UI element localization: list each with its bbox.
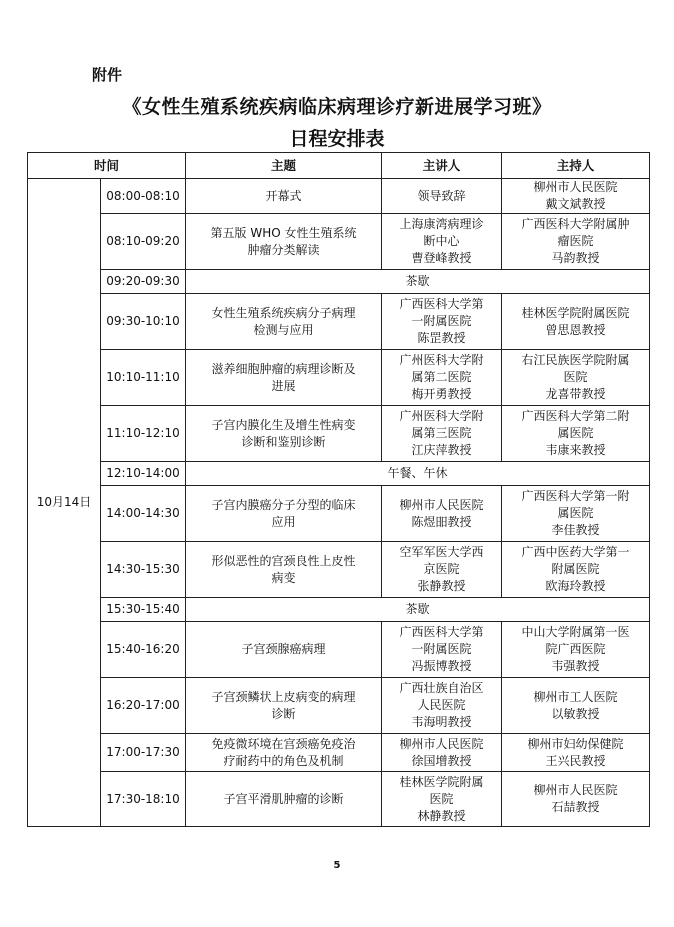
- column-header-topic: 主题: [186, 153, 382, 179]
- speaker-cell-line: 张静教授: [417, 579, 466, 593]
- document-subtitle: 日程安排表: [289, 128, 385, 150]
- column-header-time: 时间: [28, 153, 186, 179]
- topic-cell-line: 疗耐药中的角色及机制: [223, 753, 344, 768]
- speaker-cell: [382, 678, 502, 734]
- table-row: [28, 270, 650, 294]
- topic-cell-line: 免疫微环境在宫颈癌免疫治: [211, 736, 356, 751]
- host-cell: [502, 350, 650, 406]
- speaker-cell-line: 断中心: [423, 234, 460, 248]
- speaker-cell-line: 属第三医院: [411, 426, 472, 440]
- speaker-cell-line: 冯振博教授: [411, 659, 472, 673]
- table-row: [28, 598, 650, 622]
- host-cell-line: 瘤医院: [557, 234, 594, 248]
- host-cell-line: 广西中医药大学第一: [521, 545, 630, 559]
- time-cell: 17:00-17:30: [101, 734, 186, 772]
- topic-cell-line: 诊断和鉴别诊断: [241, 434, 326, 449]
- host-cell-line: 广西医科大学第一附: [521, 489, 630, 503]
- speaker-cell-line: 属第二医院: [411, 370, 472, 384]
- host-cell-line: 李佳教授: [551, 523, 600, 537]
- speaker-cell-line: 梅开勇教授: [411, 387, 472, 401]
- speaker-cell-line: 医院: [429, 791, 454, 806]
- host-cell-line: 中山大学附属第一医: [521, 625, 630, 639]
- speaker-cell: [382, 772, 502, 827]
- table-row: [28, 462, 650, 486]
- speaker-cell: [382, 179, 502, 214]
- host-cell: [502, 214, 650, 270]
- topic-cell-line: 第五版 WHO 女性生殖系统: [210, 225, 357, 240]
- topic-cell-line: 子宫内膜癌分子分型的临床: [211, 497, 356, 512]
- time-cell: 15:30-15:40: [101, 598, 186, 622]
- speaker-cell-line: 江庆萍教授: [411, 443, 472, 457]
- topic-cell: [186, 406, 382, 462]
- speaker-cell-line: 柳州市人民医院: [399, 736, 484, 751]
- speaker-cell-line: 广西医科大学第: [399, 625, 484, 639]
- host-cell: [502, 734, 650, 772]
- host-cell-line: 韦康来教授: [545, 443, 606, 457]
- topic-cell-line: 开幕式: [265, 188, 302, 203]
- speaker-cell: [382, 294, 502, 350]
- column-header-host: 主持人: [502, 153, 650, 179]
- table-header-row: [28, 153, 650, 179]
- speaker-cell: [382, 542, 502, 598]
- topic-cell-line: 检测与应用: [253, 322, 314, 337]
- speaker-cell-line: 陈罡教授: [417, 331, 466, 345]
- topic-cell-line: 应用: [271, 514, 296, 529]
- host-cell: [502, 622, 650, 678]
- speaker-cell: [382, 350, 502, 406]
- time-cell: 08:00-08:10: [101, 179, 186, 214]
- speaker-cell-line: 柳州市人民医院: [399, 497, 484, 512]
- speaker-cell-line: 桂林医学院附属: [399, 774, 484, 789]
- speaker-cell-line: 人民医院: [417, 698, 466, 712]
- topic-cell-line: 子宫平滑肌肿瘤的诊断: [223, 791, 344, 806]
- table-row: [28, 542, 650, 598]
- speaker-cell-line: 广西壮族自治区: [399, 681, 484, 695]
- speaker-cell-line: 曹登峰教授: [411, 251, 472, 265]
- break-cell: 茶歇: [186, 598, 650, 622]
- topic-cell-line: 女性生殖系统疾病分子病理: [211, 305, 356, 320]
- host-cell-line: 附属医院: [551, 562, 600, 576]
- time-cell: 15:40-16:20: [101, 622, 186, 678]
- topic-cell: [186, 622, 382, 678]
- time-cell: 09:20-09:30: [101, 270, 186, 294]
- table-row: [28, 772, 650, 827]
- host-cell-line: 广西医科大学附属肿: [521, 217, 630, 231]
- time-cell: 16:20-17:00: [101, 678, 186, 734]
- time-cell: 14:30-15:30: [101, 542, 186, 598]
- speaker-cell-line: 领导致辞: [417, 188, 466, 203]
- host-cell-line: 右江民族医学院附属: [521, 353, 630, 367]
- table-row: [28, 214, 650, 270]
- host-cell-line: 柳州市工人医院: [533, 689, 618, 704]
- speaker-cell-line: 京医院: [423, 562, 460, 576]
- host-cell-line: 以敏教授: [551, 706, 600, 721]
- host-cell-line: 柳州市妇幼保健院: [527, 736, 624, 751]
- speaker-cell-line: 徐国增教授: [411, 753, 472, 768]
- host-cell: [502, 179, 650, 214]
- topic-cell: [186, 542, 382, 598]
- table-row: [28, 622, 650, 678]
- host-cell-line: 属医院: [557, 426, 594, 440]
- topic-cell-line: 形似恶性的宫颈良性上皮性: [211, 553, 356, 568]
- break-cell: 午餐、午休: [186, 462, 650, 486]
- host-cell-line: 王兴民教授: [545, 753, 606, 768]
- topic-cell-line: 子宫颈鳞状上皮病变的病理: [211, 689, 356, 704]
- speaker-cell: [382, 406, 502, 462]
- host-cell-line: 马韵教授: [551, 251, 600, 265]
- speaker-cell-line: 一附属医院: [411, 314, 472, 328]
- host-cell-line: 柳州市人民医院: [533, 783, 618, 797]
- table-row: [28, 406, 650, 462]
- page-number: 5: [333, 860, 341, 871]
- host-cell: [502, 772, 650, 827]
- column-header-speaker: 主讲人: [382, 153, 502, 179]
- host-cell-line: 广西医科大学第二附: [521, 409, 630, 423]
- topic-cell: [186, 294, 382, 350]
- schedule-table: [27, 152, 650, 827]
- host-cell: [502, 678, 650, 734]
- topic-cell: [186, 350, 382, 406]
- break-cell: 茶歇: [186, 270, 650, 294]
- time-cell: 10:10-11:10: [101, 350, 186, 406]
- host-cell-line: 院广西医院: [545, 642, 606, 656]
- host-cell: [502, 406, 650, 462]
- topic-cell: [186, 486, 382, 542]
- host-cell-line: 柳州市人民医院: [533, 180, 618, 194]
- time-cell: 09:30-10:10: [101, 294, 186, 350]
- table-row: [28, 486, 650, 542]
- topic-cell-line: 子宫内膜化生及增生性病变: [211, 417, 356, 432]
- topic-cell: [186, 772, 382, 827]
- speaker-cell: [382, 734, 502, 772]
- topic-cell: [186, 734, 382, 772]
- speaker-cell-line: 韦海明教授: [411, 715, 472, 729]
- topic-cell-line: 进展: [271, 378, 296, 393]
- speaker-cell-line: 广州医科大学附: [399, 409, 484, 423]
- speaker-cell: [382, 486, 502, 542]
- table-row: [28, 294, 650, 350]
- host-cell-line: 戴文斌教授: [545, 197, 606, 211]
- host-cell-line: 医院: [563, 370, 588, 384]
- table-row: [28, 179, 650, 214]
- topic-cell-line: 诊断: [271, 706, 296, 721]
- host-cell: [502, 486, 650, 542]
- host-cell-line: 曾思恩教授: [545, 322, 606, 337]
- topic-cell: [186, 214, 382, 270]
- speaker-cell: [382, 214, 502, 270]
- host-cell-line: 属医院: [557, 506, 594, 520]
- document-title: 《女性生殖系统疾病临床病理诊疗新进展学习班》: [122, 96, 552, 118]
- table-row: [28, 734, 650, 772]
- speaker-cell-line: 广州医科大学附: [399, 353, 484, 367]
- host-cell-line: 桂林医学院附属医院: [521, 305, 630, 320]
- date-cell: 10月14日: [28, 179, 101, 827]
- host-cell: [502, 542, 650, 598]
- topic-cell-line: 子宫颈腺癌病理: [241, 642, 326, 656]
- host-cell-line: 龙喜带教授: [545, 387, 606, 401]
- speaker-cell-line: 一附属医院: [411, 642, 472, 656]
- topic-cell: [186, 179, 382, 214]
- time-cell: 17:30-18:10: [101, 772, 186, 827]
- speaker-cell-line: 林静教授: [417, 808, 466, 823]
- time-cell: 08:10-09:20: [101, 214, 186, 270]
- table-row: [28, 678, 650, 734]
- time-cell: 11:10-12:10: [101, 406, 186, 462]
- table-row: [28, 350, 650, 406]
- speaker-cell-line: 广西医科大学第: [399, 297, 484, 311]
- time-cell: 12:10-14:00: [101, 462, 186, 486]
- host-cell-line: 欧海玲教授: [545, 579, 606, 593]
- host-cell: [502, 294, 650, 350]
- topic-cell: [186, 678, 382, 734]
- time-cell: 14:00-14:30: [101, 486, 186, 542]
- speaker-cell-line: 上海康湾病理诊: [399, 217, 484, 231]
- attachment-label: 附件: [92, 66, 123, 84]
- host-cell-line: 石喆教授: [551, 800, 600, 814]
- speaker-cell-line: 空军军医大学西: [399, 545, 484, 559]
- speaker-cell-line: 陈煜昍教授: [411, 514, 472, 529]
- host-cell-line: 韦强教授: [551, 659, 600, 673]
- topic-cell-line: 滋养细胞肿瘤的病理诊断及: [211, 361, 356, 376]
- topic-cell-line: 肿瘤分类解读: [247, 242, 320, 257]
- speaker-cell: [382, 622, 502, 678]
- topic-cell-line: 病变: [271, 570, 296, 585]
